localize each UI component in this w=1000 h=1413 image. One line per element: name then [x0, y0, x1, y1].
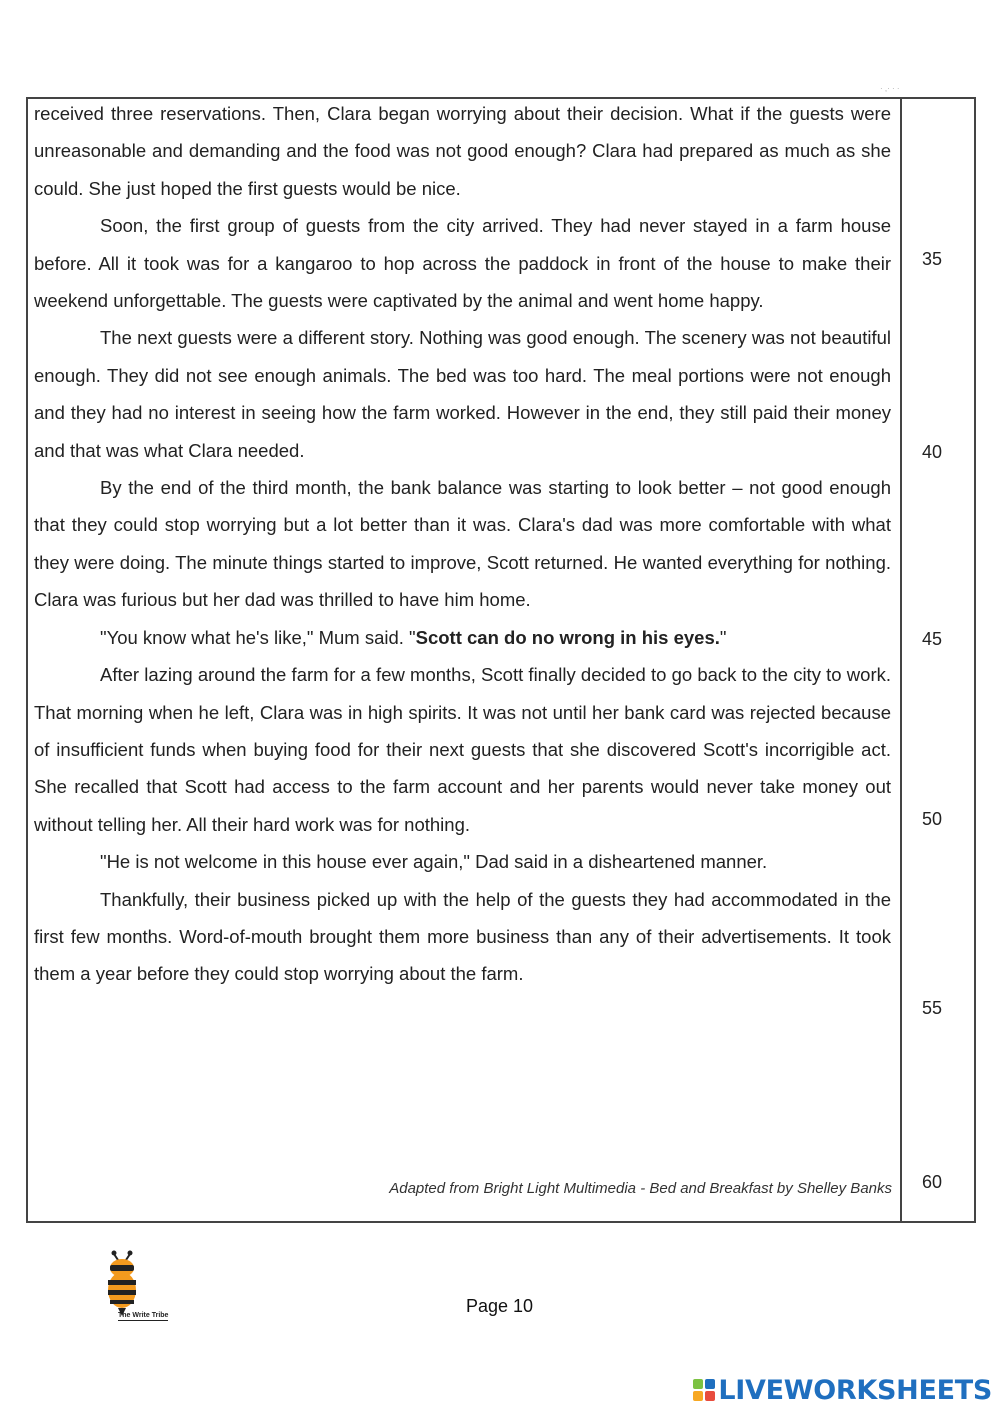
- quote-paragraph: [34, 619, 891, 656]
- paragraph-4: By the end of the third month, the bank balance was starting to look better – not good enough that they could stop worrying but a lot better than it was. Clara's dad was more comfortable with what they were doing. The minute things started to improve, Scott returned. He wanted everything for nothing. Clara was furious but her dad was thrilled to have him home.: [34, 477, 891, 611]
- brand-name: LIVEWORKSHEETS: [718, 1374, 992, 1406]
- line-number: 55: [921, 998, 943, 1018]
- line-number: 40: [921, 442, 943, 462]
- quote-end: ": [719, 626, 727, 648]
- logo-caption: The Write Tribe: [118, 1312, 169, 1319]
- liveworksheets-brand[interactable]: [693, 1374, 992, 1406]
- line-number: 35: [921, 249, 943, 269]
- story-text: [34, 95, 891, 993]
- line-number: 45: [921, 629, 943, 649]
- page-number: Page 10: [466, 1296, 534, 1316]
- paragraph-3: The next guests were a different story. Nothing was good enough. The scenery was not beautiful enough. They did not see enough animals. The bed was too hard. The meal portions were not enough and they had no interest in seeing how the farm worked. However in the end, they still paid their money and that was what Clara needed.: [34, 327, 891, 461]
- paragraph-1: received three reservations. Then, Clara began worrying about their decision. What if the guests were unreasonable and demanding and the food was not good enough? Clara had prepared as much as she could. She just hoped the first guests would be nice.: [34, 103, 891, 199]
- quote-plain: "You know what he's like," Mum said. ": [100, 626, 416, 648]
- scan-mark: · ,· · ·: [880, 84, 900, 93]
- source-credit: Adapted from Bright Light Multimedia - Bed and Breakfast by Shelley Banks: [389, 1180, 892, 1197]
- paragraph-2: Soon, the first group of guests from the city arrived. They had never stayed in a farm house before. All it took was for a kangaroo to hop across the paddock in front of the house to make their weekend unforgettable. The guests were captivated by the animal and went home happy.: [34, 215, 891, 312]
- liveworksheets-logo-icon: [693, 1379, 715, 1401]
- line-number: 50: [921, 809, 943, 829]
- paragraph-7: Thankfully, their business picked up with the help of the guests they had accommodated in the first few months. Word-of-mouth brought them more business than any of their advertisements. It took them a year before they could stop worrying about the farm.: [34, 888, 891, 985]
- paragraph-6: "He is not welcome in this house ever again," Dad said in a disheartened manner.: [100, 851, 768, 873]
- quote-bold: Scott can do no wrong in his eyes.: [415, 626, 720, 648]
- paragraph-5: After lazing around the farm for a few months, Scott finally decided to go back to the city to work. That morning when he left, Clara was in high spirits. It was not until her bank card was rejected because of insufficient funds when buying food for their next guests that she discovered Scott's incorrigible act. She recalled that Scott had access to the farm account and her parents would never take money out without telling her. All their hard work was for nothing.: [34, 664, 891, 835]
- line-number: 60: [921, 1172, 943, 1192]
